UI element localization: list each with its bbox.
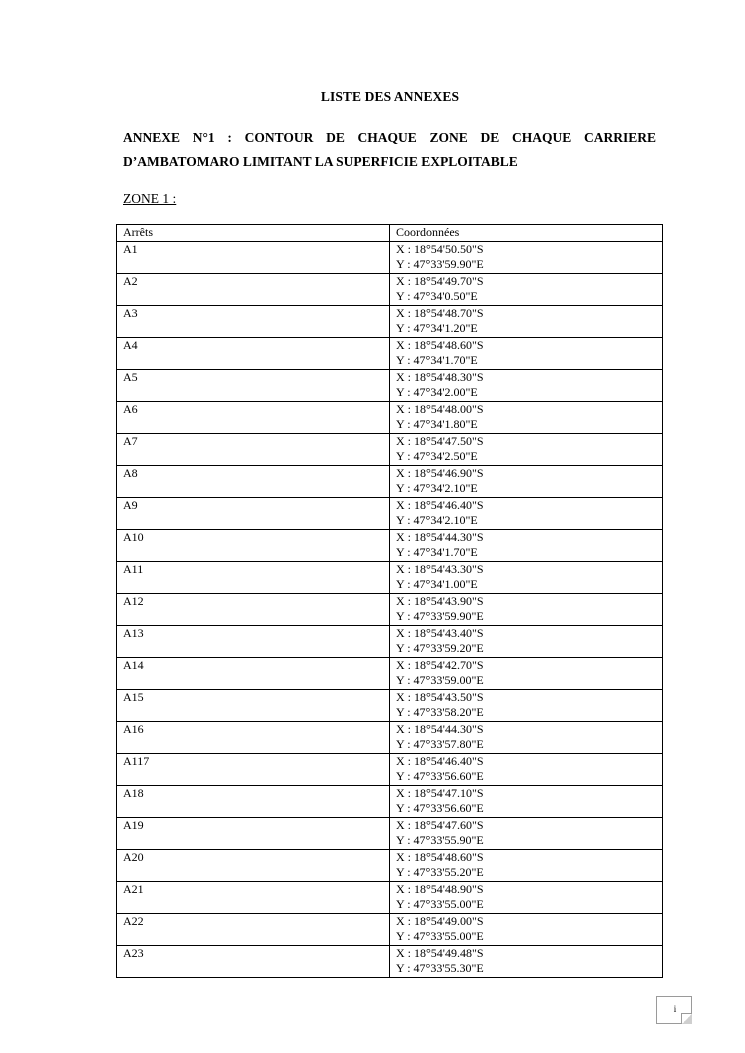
x-coordinate: X : 18°54'47.50"S <box>396 433 484 448</box>
x-coordinate: X : 18°54'44.30"S <box>396 721 484 736</box>
stop-cell: A13 <box>117 625 390 657</box>
table-row <box>117 593 663 625</box>
stop-cell: A23 <box>117 945 390 977</box>
table-row <box>117 849 663 881</box>
y-coordinate: Y : 47°34'2.00"E <box>396 385 478 399</box>
table-row <box>117 369 663 401</box>
y-coordinate: Y : 47°34'2.10"E <box>396 481 478 495</box>
x-coordinate: X : 18°54'42.70"S <box>396 657 484 672</box>
table-row <box>117 625 663 657</box>
stop-cell: A16 <box>117 721 390 753</box>
coordinates-cell <box>390 401 663 433</box>
coordinates-cell <box>390 305 663 337</box>
coordinates-cell <box>390 529 663 561</box>
coordinates-cell <box>390 785 663 817</box>
stop-cell: A6 <box>117 401 390 433</box>
stop-cell: A8 <box>117 465 390 497</box>
stop-cell: A14 <box>117 657 390 689</box>
stop-cell: A11 <box>117 561 390 593</box>
x-coordinate: X : 18°54'48.60"S <box>396 337 484 352</box>
table-row <box>117 241 663 273</box>
y-coordinate: Y : 47°33'55.90"E <box>396 833 484 847</box>
x-coordinate: X : 18°54'48.70"S <box>396 305 484 320</box>
y-coordinate: Y : 47°33'55.20"E <box>396 865 484 879</box>
coordinates-cell <box>390 593 663 625</box>
y-coordinate: Y : 47°33'55.30"E <box>396 961 484 975</box>
table-row <box>117 721 663 753</box>
table-row <box>117 465 663 497</box>
table-row <box>117 753 663 785</box>
y-coordinate: Y : 47°34'2.50"E <box>396 449 478 463</box>
page-number-badge <box>656 996 692 1024</box>
coordinates-cell <box>390 625 663 657</box>
stop-cell: A22 <box>117 913 390 945</box>
y-coordinate: Y : 47°34'0.50"E <box>396 289 478 303</box>
stop-cell: A9 <box>117 497 390 529</box>
coordinates-cell <box>390 369 663 401</box>
page-number: i <box>673 1004 677 1014</box>
x-coordinate: X : 18°54'49.48"S <box>396 945 484 960</box>
annex-heading: ANNEXE N°1 : CONTOUR DE CHAQUE ZONE DE CHAQUE CARRIERE D’AMBATOMARO LIMITANT LA SUPERFICIE EXPLOITABLE <box>123 130 656 169</box>
y-coordinate: Y : 47°34'2.10"E <box>396 513 478 527</box>
x-coordinate: X : 18°54'46.90"S <box>396 465 484 480</box>
stop-cell: A20 <box>117 849 390 881</box>
x-coordinate: X : 18°54'47.60"S <box>396 817 484 832</box>
stop-cell: A5 <box>117 369 390 401</box>
stop-cell: A1 <box>117 241 390 273</box>
stop-cell: A3 <box>117 305 390 337</box>
x-coordinate: X : 18°54'46.40"S <box>396 497 484 512</box>
x-coordinate: X : 18°54'47.10"S <box>396 785 484 800</box>
y-coordinate: Y : 47°33'59.20"E <box>396 641 484 655</box>
x-coordinate: X : 18°54'43.90"S <box>396 593 484 608</box>
x-coordinate: X : 18°54'48.60"S <box>396 849 484 864</box>
x-coordinate: X : 18°54'44.30"S <box>396 529 484 544</box>
coordinates-cell <box>390 433 663 465</box>
x-coordinate: X : 18°54'43.50"S <box>396 689 484 704</box>
coordinates-cell <box>390 817 663 849</box>
stop-cell: A2 <box>117 273 390 305</box>
table-row <box>117 561 663 593</box>
y-coordinate: Y : 47°33'59.90"E <box>396 257 484 271</box>
table-row <box>117 433 663 465</box>
coordinates-cell <box>390 721 663 753</box>
coordinates-cell <box>390 465 663 497</box>
x-coordinate: X : 18°54'48.30"S <box>396 369 484 384</box>
y-coordinate: Y : 47°33'55.00"E <box>396 897 484 911</box>
y-coordinate: Y : 47°33'59.90"E <box>396 609 484 623</box>
y-coordinate: Y : 47°33'56.60"E <box>396 801 484 815</box>
x-coordinate: X : 18°54'48.90"S <box>396 881 484 896</box>
coordinates-cell <box>390 337 663 369</box>
coordinates-table <box>116 224 663 978</box>
table-row <box>117 529 663 561</box>
zone-label: ZONE 1 : <box>123 191 177 206</box>
coordinates-cell <box>390 881 663 913</box>
x-coordinate: X : 18°54'50.50"S <box>396 241 484 256</box>
table-header-row <box>117 225 663 242</box>
stop-cell: A4 <box>117 337 390 369</box>
x-coordinate: X : 18°54'49.70"S <box>396 273 484 288</box>
stop-cell: A12 <box>117 593 390 625</box>
y-coordinate: Y : 47°34'1.70"E <box>396 353 478 367</box>
stop-cell: A19 <box>117 817 390 849</box>
coordinates-cell <box>390 913 663 945</box>
x-coordinate: X : 18°54'43.40"S <box>396 625 484 640</box>
table-row <box>117 913 663 945</box>
y-coordinate: Y : 47°34'1.20"E <box>396 321 478 335</box>
x-coordinate: X : 18°54'49.00"S <box>396 913 484 928</box>
y-coordinate: Y : 47°33'55.00"E <box>396 929 484 943</box>
table-row <box>117 305 663 337</box>
x-coordinate: X : 18°54'46.40"S <box>396 753 484 768</box>
coordinates-cell <box>390 849 663 881</box>
stop-cell: A18 <box>117 785 390 817</box>
coordinates-cell <box>390 945 663 977</box>
stop-cell: A117 <box>117 753 390 785</box>
stop-cell: A7 <box>117 433 390 465</box>
y-coordinate: Y : 47°34'1.70"E <box>396 545 478 559</box>
column-header-coordinates: Coordonnées <box>390 225 663 242</box>
table-row <box>117 401 663 433</box>
stop-cell: A21 <box>117 881 390 913</box>
x-coordinate: X : 18°54'43.30"S <box>396 561 484 576</box>
coordinates-cell <box>390 657 663 689</box>
coordinates-cell <box>390 273 663 305</box>
y-coordinate: Y : 47°34'1.00"E <box>396 577 478 591</box>
table-row <box>117 881 663 913</box>
column-header-stops: Arrêts <box>117 225 390 242</box>
stop-cell: A15 <box>117 689 390 721</box>
table-row <box>117 497 663 529</box>
x-coordinate: X : 18°54'48.00"S <box>396 401 484 416</box>
y-coordinate: Y : 47°33'56.60"E <box>396 769 484 783</box>
page-fold-corner <box>681 1013 692 1024</box>
coordinates-cell <box>390 689 663 721</box>
coordinates-cell <box>390 561 663 593</box>
coordinates-cell <box>390 241 663 273</box>
stop-cell: A10 <box>117 529 390 561</box>
y-coordinate: Y : 47°33'58.20"E <box>396 705 484 719</box>
y-coordinate: Y : 47°34'1.80"E <box>396 417 478 431</box>
table-row <box>117 689 663 721</box>
table-row <box>117 273 663 305</box>
table-row <box>117 817 663 849</box>
coordinates-cell <box>390 753 663 785</box>
page-title: LISTE DES ANNEXES <box>320 89 460 104</box>
table-row <box>117 337 663 369</box>
y-coordinate: Y : 47°33'57.80"E <box>396 737 484 751</box>
table-row <box>117 785 663 817</box>
table-row <box>117 945 663 977</box>
coordinates-cell <box>390 497 663 529</box>
table-row <box>117 657 663 689</box>
y-coordinate: Y : 47°33'59.00"E <box>396 673 484 687</box>
